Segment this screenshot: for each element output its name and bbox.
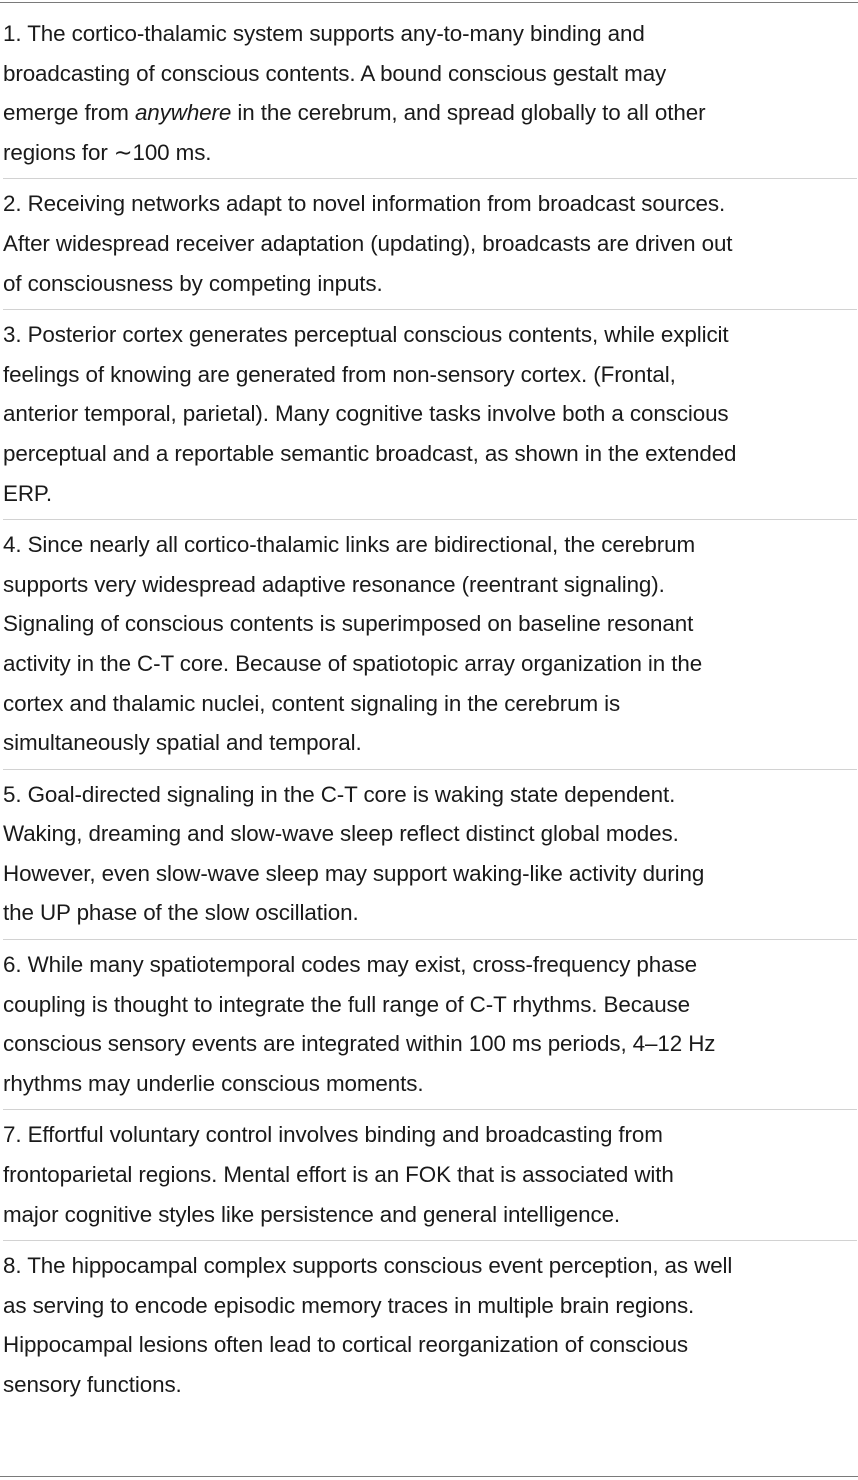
table-row-8: 8. The hippocampal complex supports conscious event perception, as well as serving to encode episodic memory traces in multiple brain regions. Hippocampal lesions often lead to cortical reorganization of conscious sensory functions. [3,1253,733,1397]
table-row-6: 6. While many spatiotemporal codes may exist, cross-frequency phase coupling is thought to integrate the full range of C-T rhythms. Because conscious sensory events are integrated within 100 ms periods, 4–12 Hz rhythms may underlie conscious moments. [3,945,857,1110]
table-row-3: 3. Posterior cortex generates perceptual conscious contents, while explicit feelings of knowing are generated from non-sensory cortex. (Frontal, anterior temporal, parietal). Many cognitive tasks involve both a conscious perceptual and a reportable semantic broadcast, as shown in the extended ERP. [3,315,857,520]
table-row-4: 4. Since nearly all cortico-thalamic links are bidirectional, the cerebrum supports very widespread adaptive resonance (reentrant signaling). Signaling of conscious contents is superimposed on baseline resonant activity in the C-T core. Because of spatiotopic array organization in the cortex and thalamic nuclei, content signaling in the cerebrum is simultaneously spatial and temporal. [3,525,857,770]
table-bottom-rule [0,1476,858,1477]
row-1-text-end: in the cerebrum, and spread globally to all other regions for ∼100 ms. [3,100,706,165]
row-1-emphasis: anywhere [134,100,232,126]
table-row-7: 7. Effortful voluntary control involves binding and broadcasting from frontoparietal regions. Mental effort is an FOK that is associated with major cognitive styles like persistence and general intelligence. [3,1115,857,1241]
table-row-1 [3,14,857,179]
row-1-text-start: 1. The cortico-thalamic system supports any-to-many binding and broadcasting of conscious contents. A bound conscious gestalt may emerge from [3,21,667,126]
table-row-2: 2. Receiving networks adapt to novel information from broadcast sources. After widespread receiver adaptation (updating), broadcasts are driven out of consciousness by competing inputs. [3,184,857,310]
hypotheses-table [3,14,857,1416]
table-top-rule [0,2,858,3]
table-row-5: 5. Goal-directed signaling in the C-T core is waking state dependent. Waking, dreaming and slow-wave sleep reflect distinct global modes. However, even slow-wave sleep may support waking-like activity during the UP phase of the slow oscillation. [3,775,857,940]
